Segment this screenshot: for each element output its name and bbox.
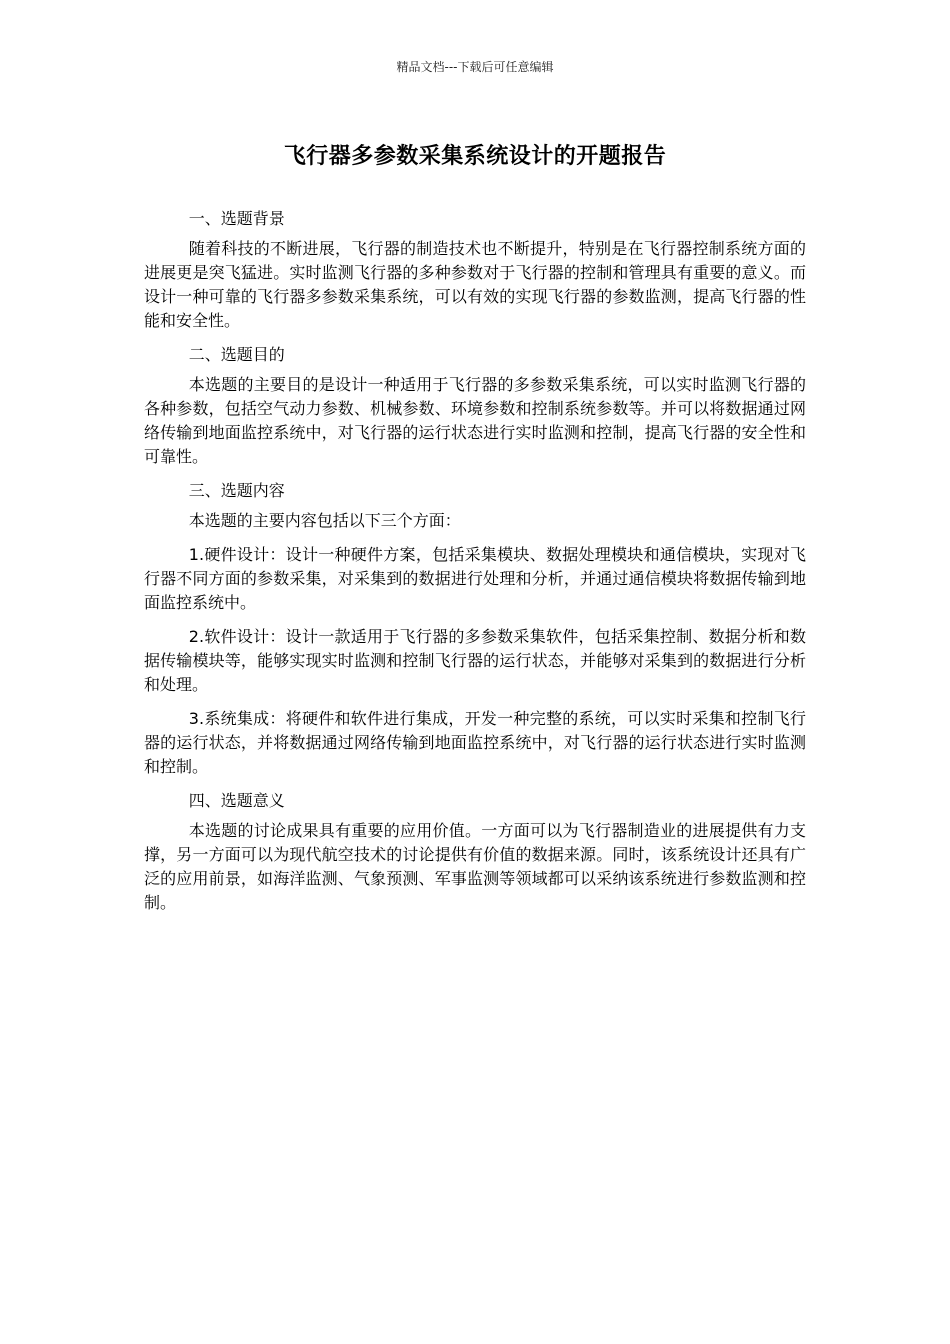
header-note: 精品文档---下载后可任意编辑 (396, 60, 554, 74)
section-heading-background: 一、选题背景 (188, 209, 285, 228)
document-body (144, 207, 806, 925)
paragraph-hardware-design: 1.硬件设计：设计一种硬件方案，包括采集模块、数据处理模块和通信模块，实现对飞行器不同方面的参数采集，对采集到的数据进行处理和分析，并通过通信模块将数据传输到地面监控系统中。 (144, 545, 806, 612)
section-heading-content: 三、选题内容 (188, 481, 285, 500)
paragraph-system-integration: 3.系统集成：将硬件和软件进行集成，开发一种完整的系统，可以实时采集和控制飞行器的运行状态，并将数据通过网络传输到地面监控系统中，对飞行器的运行状态进行实时监测和控制。 (144, 709, 806, 776)
paragraph-significance: 本选题的讨论成果具有重要的应用价值。一方面可以为飞行器制造业的进展提供有力支撑，另一方面可以为现代航空技术的讨论提供有价值的数据来源。同时，该系统设计还具有广泛的应用前景，如海洋监测、气象预测、军事监测等领域都可以采纳该系统进行参数监测和控制。 (144, 821, 806, 912)
paragraph-software-design: 2.软件设计：设计一款适用于飞行器的多参数采集软件，包括采集控制、数据分析和数据传输模块等，能够实现实时监测和控制飞行器的运行状态，并能够对采集到的数据进行分析和处理。 (144, 627, 806, 694)
section-heading-purpose: 二、选题目的 (188, 345, 285, 364)
paragraph-purpose: 本选题的主要目的是设计一种适用于飞行器的多参数采集系统，可以实时监测飞行器的各种参数，包括空气动力参数、机械参数、环境参数和控制系统参数等。并可以将数据通过网络传输到地面监控系统中，对飞行器的运行状态进行实时监测和控制，提高飞行器的安全性和可靠性。 (144, 375, 806, 466)
document-title: 飞行器多参数采集系统设计的开题报告 (283, 144, 667, 169)
section-heading-significance: 四、选题意义 (188, 791, 285, 810)
paragraph-content-intro: 本选题的主要内容包括以下三个方面： (188, 511, 461, 530)
paragraph-background: 随着科技的不断进展，飞行器的制造技术也不断提升，特别是在飞行器控制系统方面的进展更是突飞猛进。实时监测飞行器的多种参数对于飞行器的控制和管理具有重要的意义。而设计一种可靠的飞行器多参数采集系统，可以有效的实现飞行器的参数监测，提高飞行器的性能和安全性。 (144, 239, 806, 330)
